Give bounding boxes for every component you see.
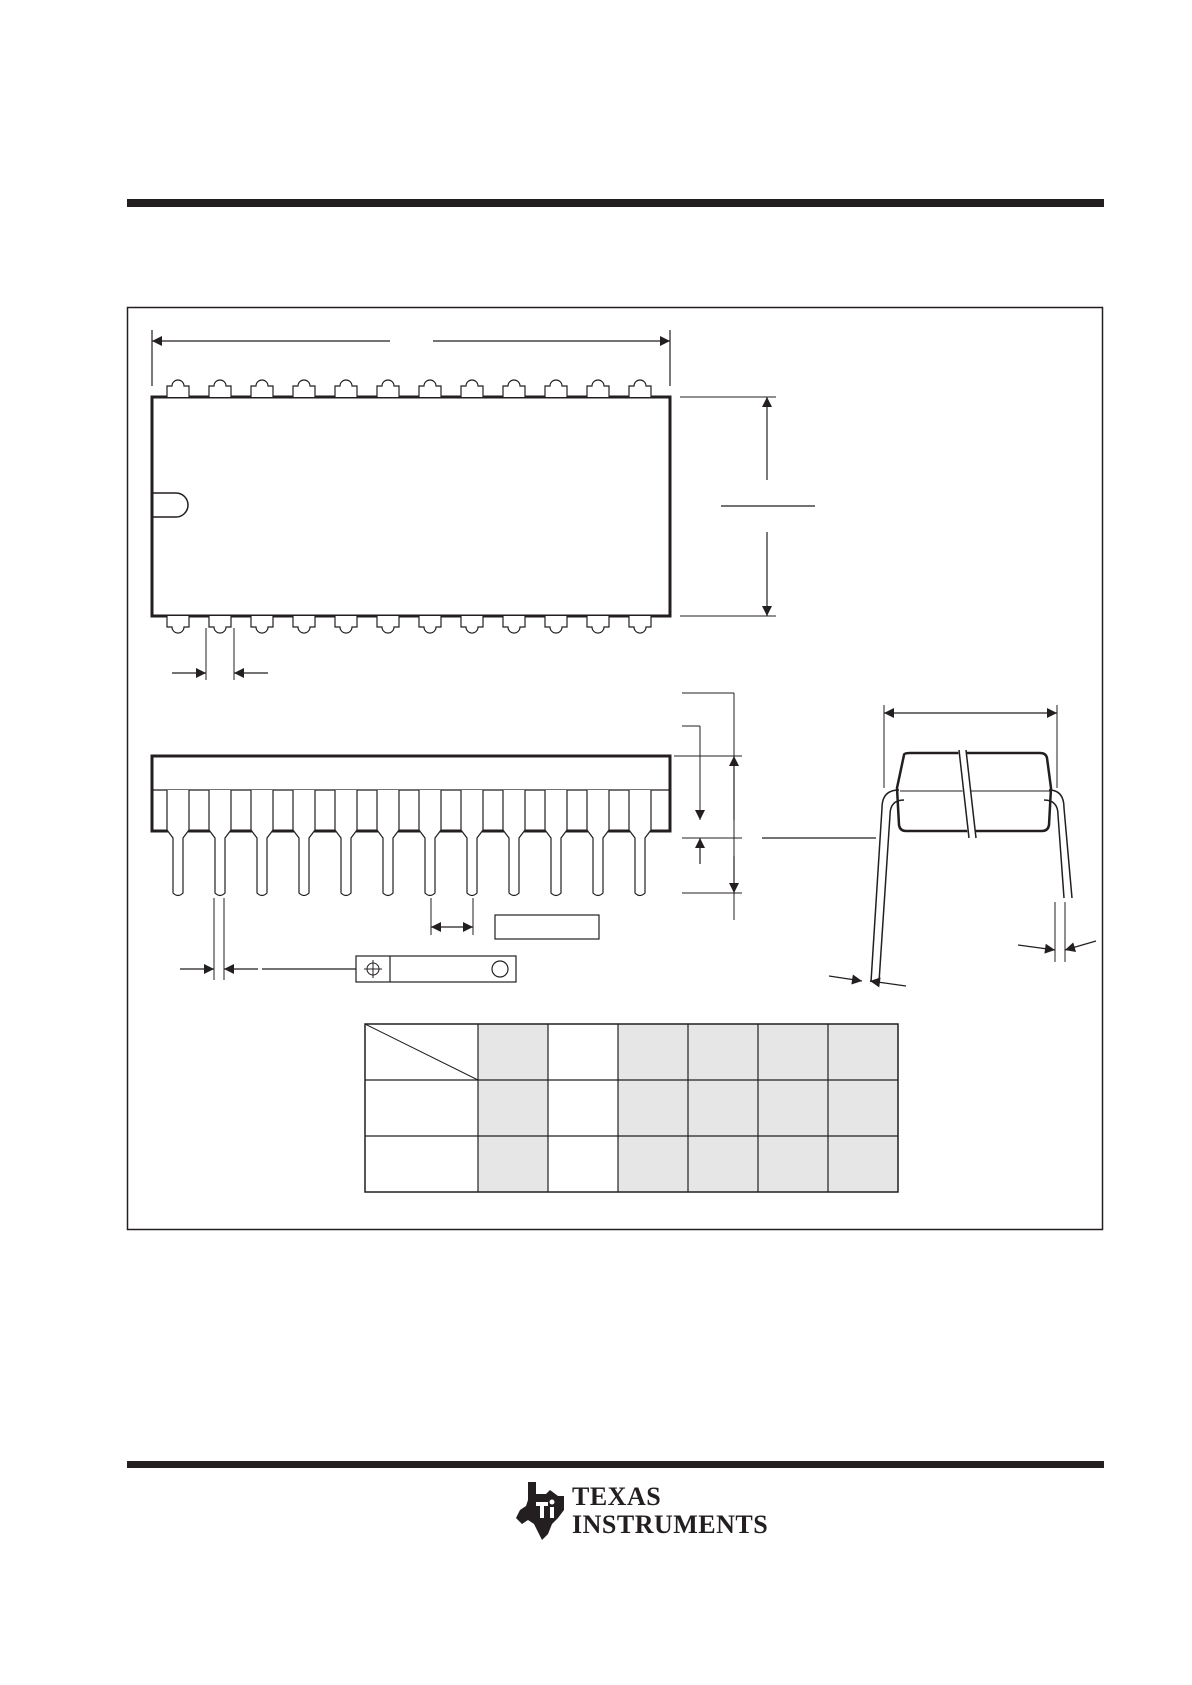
end-view [829,705,1096,986]
package-body-top [152,397,670,616]
footer-rule [127,1461,1104,1468]
pins-top-row [167,380,651,397]
texas-instruments-logo [514,1478,769,1550]
brand-line-instruments: INSTRUMENTS [572,1510,769,1539]
pins-bottom-row [167,616,651,633]
tolerance-box [495,915,599,939]
side-view [152,693,876,982]
ti-state-of-texas-logo-icon [514,1480,568,1542]
top-view [152,330,815,680]
brand-line-texas: TEXAS [572,1482,662,1511]
dimension-table [365,1024,898,1192]
position-tolerance-frame [356,956,516,982]
